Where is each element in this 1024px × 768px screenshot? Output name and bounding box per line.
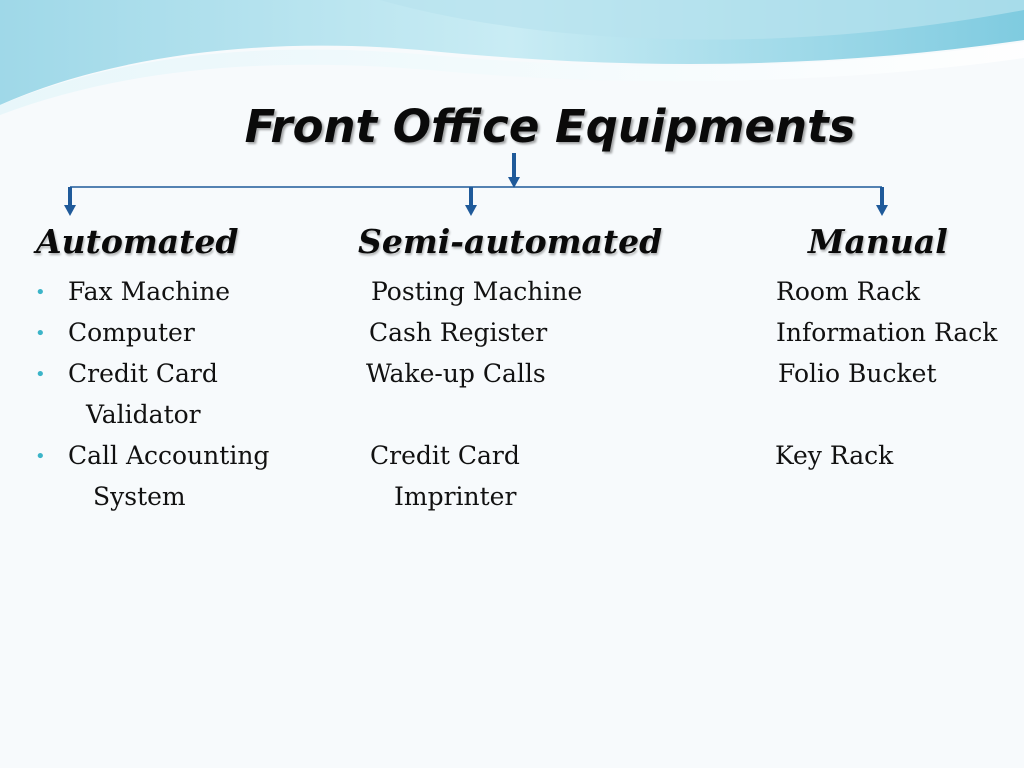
list-item-semi-automated: Wake-up Calls xyxy=(366,359,546,388)
list-item-semi-automated: Posting Machine xyxy=(371,277,583,306)
list-item-semi-automated: Credit Card xyxy=(370,441,520,470)
slide-title: Front Office Equipments xyxy=(244,100,856,153)
list-item-manual: Information Rack xyxy=(776,318,998,347)
heading-semi-automated: Semi-automated xyxy=(358,222,663,261)
bullet-icon: • xyxy=(35,364,46,385)
list-item-automated: Call Accounting xyxy=(68,441,270,470)
list-item-semi-automated: Cash Register xyxy=(369,318,548,347)
list-item-automated-continuation: System xyxy=(93,482,186,511)
arrow-down-icon xyxy=(64,205,76,216)
list-item-automated: Fax Machine xyxy=(68,277,231,306)
list-item-semi-automated-continuation: Imprinter xyxy=(394,482,517,511)
list-item-manual: Folio Bucket xyxy=(778,359,937,388)
arrow-down-icon xyxy=(876,205,888,216)
list-item-manual: Key Rack xyxy=(775,441,894,470)
list-item-manual: Room Rack xyxy=(776,277,921,306)
bullet-icon: • xyxy=(35,446,46,467)
list-item-automated-continuation: Validator xyxy=(86,400,201,429)
connector-diagram xyxy=(0,150,1024,220)
bullet-icon: • xyxy=(35,323,46,344)
heading-automated: Automated xyxy=(36,222,239,261)
arrow-down-icon xyxy=(465,205,477,216)
list-item-automated: Computer xyxy=(68,318,195,347)
heading-manual: Manual xyxy=(808,222,948,261)
list-item-automated: Credit Card xyxy=(68,359,218,388)
bullet-icon: • xyxy=(35,282,46,303)
